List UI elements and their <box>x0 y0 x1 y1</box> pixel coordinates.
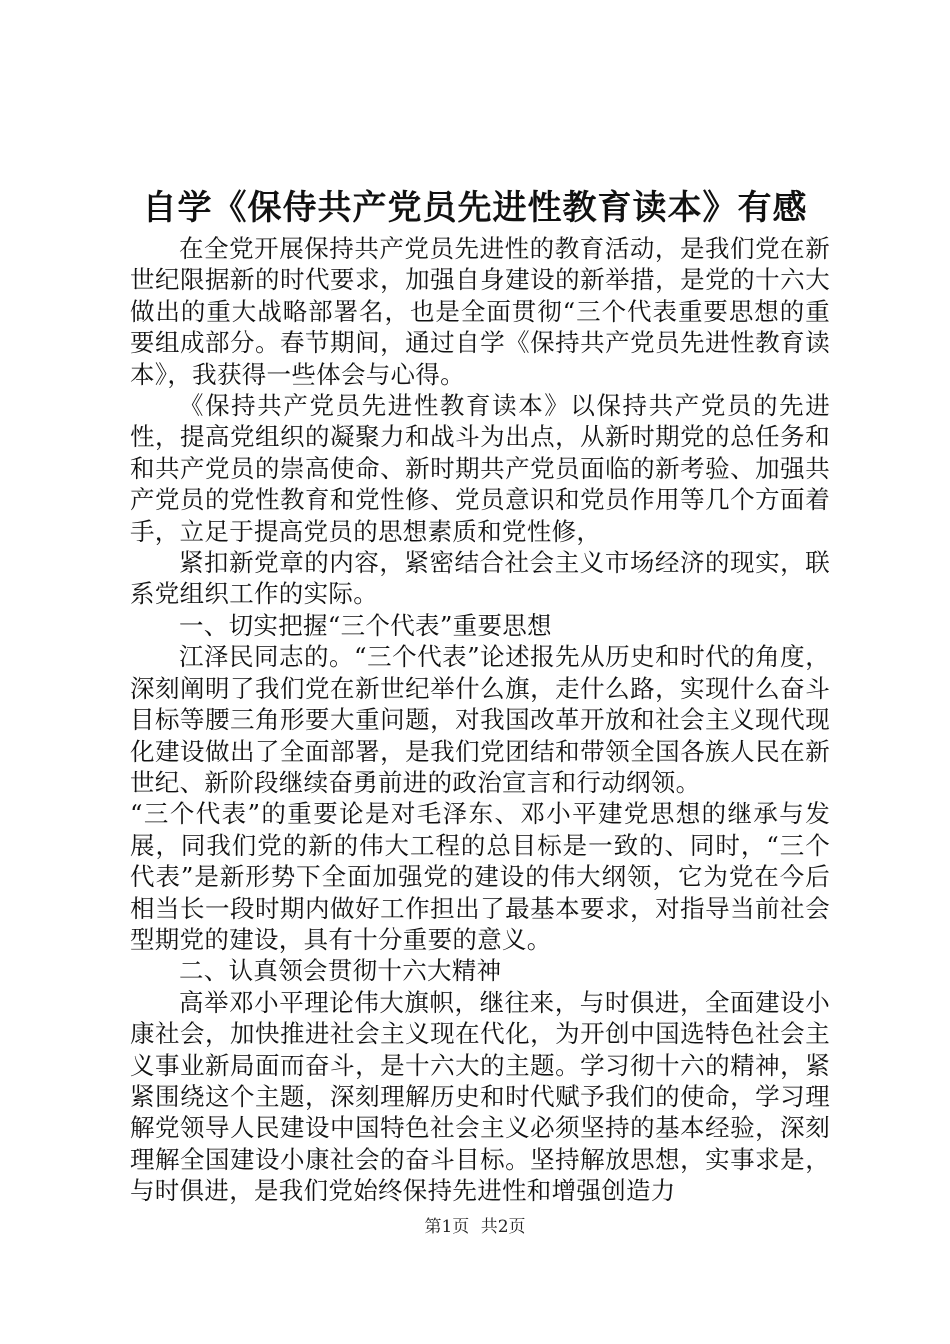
page-footer <box>0 1216 950 1238</box>
section-heading-two: 二、认真领会贯彻十六大精神 <box>179 956 502 986</box>
document-body <box>130 233 830 1207</box>
page-number: 第1页 <box>424 1217 470 1237</box>
paragraph-intro: 在全党开展保持共产党员先进性的教育活动，是我们党在新世纪限据新的时代要求，加强自身建设的新举措，是党的十六大做出的重大战略部署名，也是全面贯彻“三个代表重要思想的重要组成部分。春节期间，通过自学《保持共产党员先进性教育读本》，我获得一些体会与心得。 <box>130 234 831 389</box>
paragraph-party-charter: 紧扣新党章的内容，紧密结合社会主义市场经济的现实，联系党组织工作的实际。 <box>130 548 830 609</box>
paragraph-sixteenth-congress: 高举邓小平理论伟大旗帜，继往来，与时俱进，全面建设小康社会，加快推进社会主义现在代化，为开创中国选特色社会主义事业新局面而奋斗，是十六大的主题。学习彻十六的精神，紧紧围绕这个主题，深刻理解历史和时代赋予我们的使命，学习理解党领导人民建设中国特色社会主义必须坚持的基本经验，深刻理解全国建设小康社会的奋斗目标。坚持解放思想，实事求是，与时俱进，是我们党始终保持先进性和增强创造力 <box>130 987 830 1206</box>
page-total: 共2页 <box>480 1217 526 1237</box>
paragraph-three-represents: 江泽民同志的。“三个代表”论述报先从历史和时代的角度，深刻阐明了我们党在新世纪举什么旗，走什么路，实现什么奋斗目标等腰三角形要大重问题，对我国改革开放和社会主义现代现化建设做出了全面部署，是我们党团结和带领全国各族人民在新世纪、新阶段继续奋勇前进的政治宣言和行动纲领。 <box>130 642 830 797</box>
section-heading-one: 一、切实把握“三个代表”重要思想 <box>179 610 552 640</box>
paragraph-reader-summary: 《保持共产党员先进性教育读本》以保持共产党员的先进性，提高党组织的凝聚力和战斗为出点，从新时期党的总任务和和共产党员的崇高使命、新时期共产党员面临的新考验、加强共产党员的党性教育和党性修、党员意识和党员作用等几个方面着手，立足于提高党员的思想素质和党性修， <box>130 391 830 546</box>
document-title: 自学《保侍共产党员先进性教育读本》有感 <box>142 188 808 228</box>
paragraph-three-represents-significance: “三个代表”的重要论是对毛泽东、邓小平建党思想的继承与发展，同我们党的新的伟大工程的总目标是一致的、同时，“三个代表”是新形势下全面加强党的建设的伟大纲领，它为党在今后相当长一段时期内做好工作担出了最基本要求，对指导当前社会型期党的建设，具有十分重要的意义。 <box>130 799 831 954</box>
